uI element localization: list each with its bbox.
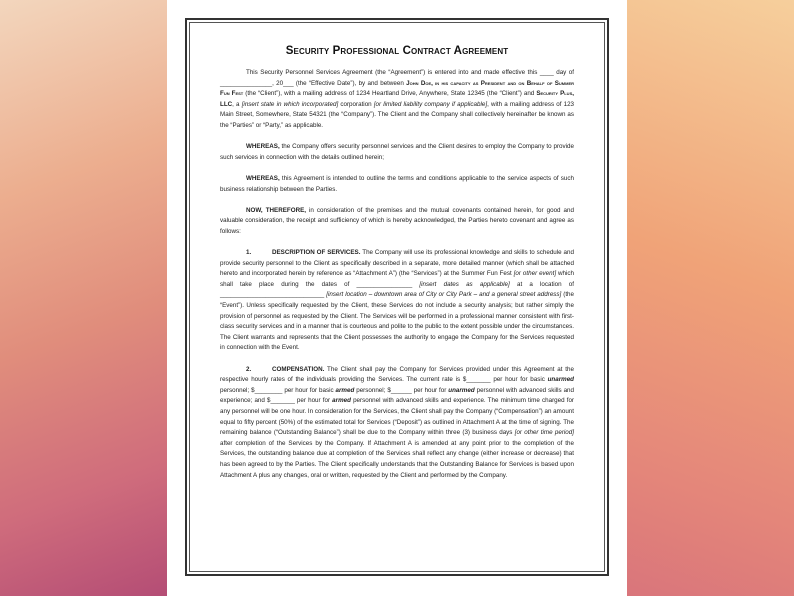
whereas-paragraph-2 bbox=[220, 174, 574, 195]
section-2-heading: COMPENSATION. bbox=[272, 365, 325, 373]
intro-paragraph bbox=[220, 68, 574, 132]
intro-text-1: This Security Personnel Services Agreement (the “Agreement”) is entered into and made effective this ____ day of _______________, 20___ (the “Effective Date”), by and between bbox=[220, 69, 574, 87]
intro-text-4: corporation bbox=[338, 100, 374, 108]
intro-text-5: , with a mailing address of 123 Main Street, Somewhere, State 54321 (the “Company”). The Client and the Company shall collectively hereinafter be known as the “Parties” or “Party,” as applicable. bbox=[220, 100, 575, 129]
intro-italic-llc: [or limited liability company if applicable] bbox=[373, 100, 488, 108]
section-2-paragraph bbox=[220, 365, 574, 482]
section-1-text-3: at a location of ______________________________ bbox=[220, 280, 574, 299]
section-2-italic-period: [or other time period] bbox=[514, 429, 574, 437]
intro-italic-state: [insert state in which incorporated] bbox=[241, 100, 339, 108]
section-2-armed-2: armed bbox=[332, 397, 351, 405]
section-1-number: 1. bbox=[246, 249, 252, 257]
section-2-armed-1: armed bbox=[335, 386, 355, 394]
section-2-text-5: personnel with advanced skills and experience. The minimum time charged for any personnel will be one hour. In consideration for the Services, the Client shall pay the Company (“Compensation”) an amount equal to fifty percent (50%) of the estimated total for Services (“Deposit”) as outlined in Attachment A at the time of signing. The remaining balance (“Outstanding Balance”) shall be due to the Company within three (3) business days bbox=[220, 397, 575, 437]
background-right bbox=[627, 0, 794, 596]
intro-text-2: (the “Client”), with a mailing address of 1234 Heartland Drive, Anywhere, State 12345 (the “Client”) and bbox=[243, 90, 537, 98]
section-1-italic-location: [insert location – downtown area of City or City Park – and a general street address] bbox=[326, 291, 562, 299]
document-title: Security Professional Contract Agreement bbox=[285, 45, 509, 57]
section-1-italic-event: [or other event] bbox=[513, 270, 557, 278]
section-2-text-4: personnel with advanced skills and experience; and $_______ per hour for bbox=[220, 386, 574, 405]
section-2-text-1: The Client shall pay the Company for Services provided under this Agreement at the respective hourly rates of the individuals providing the Services. The current rate is $_______ per hour for basic bbox=[220, 365, 574, 384]
section-1-text-4: (the “Event”). Unless specifically requested by the Client, these Services do not include a security analysis; but rather simply the provision of personnel as requested by the Client. The Services will be performed in a professional manner consistent with first-class security services and in a manner that is courteous and polite to the public to the extent possible under the circumstances. The Client warrants and represents that the Client possesses the authority to engage the Company for the Services requested in connection with the Event. bbox=[220, 291, 575, 352]
section-2-text-2: personnel; $________ per hour for basic bbox=[220, 386, 336, 394]
therefore-paragraph bbox=[220, 206, 574, 238]
document-body bbox=[220, 44, 574, 492]
whereas-lead-1: WHEREAS, bbox=[246, 143, 280, 151]
section-2-unarmed-1: unarmed bbox=[547, 376, 574, 384]
whereas-paragraph-1 bbox=[220, 142, 574, 163]
section-1-text-1: The Company will use its professional knowledge and skills to schedule and provide security personnel to the Client as specifically described in a separate, more detailed manner (which shall be attached hereto and incorporated herein by reference as “Attachment A”) (the “Services”) at the Summer Fun Fest bbox=[220, 249, 574, 278]
background-left bbox=[0, 0, 167, 596]
section-2-unarmed-2: unarmed bbox=[448, 386, 475, 394]
therefore-text: in consideration of the premises and the mutual covenants contained herein, for good and valuable consideration, the receipt and sufficiency of which is hereby acknowledged, the Parties hereto covenant and agree as follows: bbox=[220, 206, 574, 235]
intro-text-3: , a bbox=[232, 100, 242, 108]
whereas-text-1: the Company offers security personnel services and the Client desires to employ the Company to provide such services in connection with the details outlined herein; bbox=[220, 143, 574, 161]
section-2-text-6: after completion of the Services by the Company. If Attachment A is amended at any point prior to the completion of the Services, the outstanding balance due at completion of the Services shall reflect any change (either increase or decrease) that has been agreed to by the Parties. The Client specifically understands that the Outstanding Balance for Services is based upon Attachment A plus any changes, oral or written, requested by the Client and performed by the Company. bbox=[220, 439, 574, 479]
section-1-paragraph bbox=[220, 248, 574, 354]
therefore-lead: NOW, THEREFORE, bbox=[246, 206, 306, 214]
section-2-text-3: personnel; $______ per hour for bbox=[354, 386, 449, 394]
whereas-text-2: this Agreement is intended to outline the terms and conditions applicable to the service aspects of such business relationship between the Parties. bbox=[220, 174, 574, 193]
party-client-name: John Doe, in his capacity as President and on Behalf of Summer Fun Fest bbox=[220, 79, 574, 98]
party-company-name: Security Plus, LLC bbox=[220, 90, 574, 108]
section-1-italic-dates: [insert dates as applicable] bbox=[419, 280, 510, 288]
document-page bbox=[167, 0, 627, 596]
whereas-lead-2: WHEREAS, bbox=[246, 174, 280, 182]
section-1-text-2: which shall take place during the dates of ________________ bbox=[220, 270, 574, 288]
section-2-number: 2. bbox=[246, 365, 252, 373]
section-1-heading: DESCRIPTION OF SERVICES. bbox=[272, 249, 361, 257]
